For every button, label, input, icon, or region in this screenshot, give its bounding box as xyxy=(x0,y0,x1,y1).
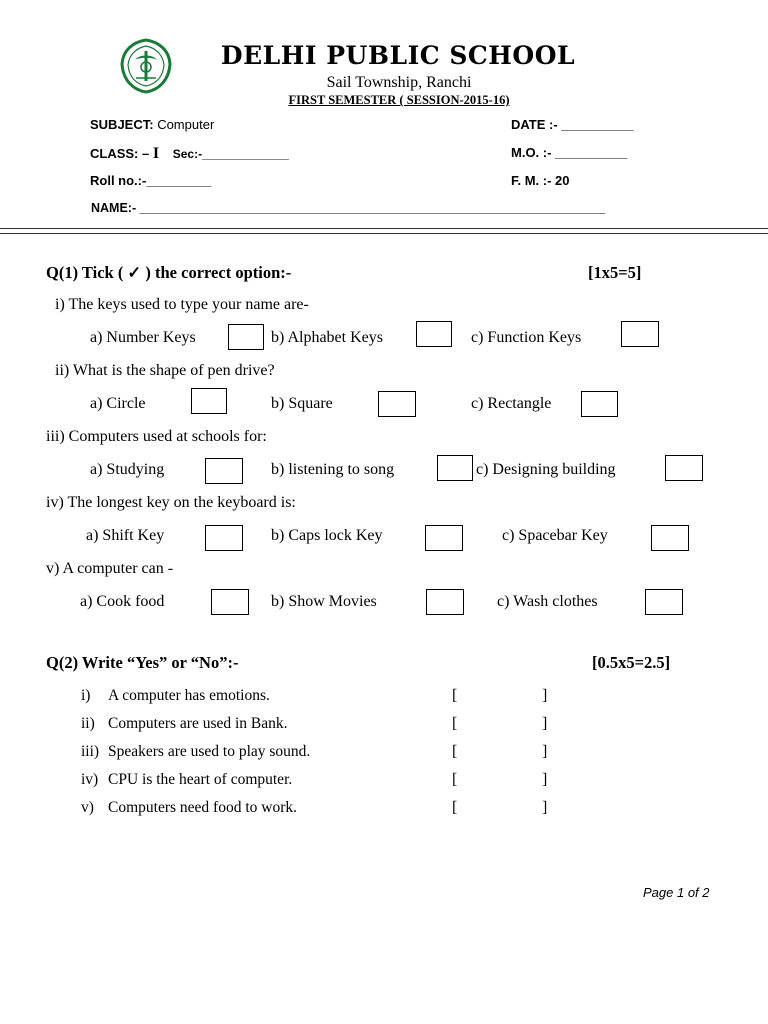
q2-item-5-bracket-close: ] xyxy=(542,799,548,816)
q2-item-3-bracket-close: ] xyxy=(542,743,548,760)
session-title: FIRST SEMESTER ( SESSION-2015-16) xyxy=(288,93,510,107)
class-label: CLASS: – xyxy=(90,146,150,161)
full-marks: F. M. :- 20 xyxy=(511,173,570,188)
q2-item-2-bracket-open: [ xyxy=(452,715,458,732)
class-value: I xyxy=(152,145,160,162)
q2-item-1-answer-space[interactable] xyxy=(462,684,540,706)
class-field xyxy=(90,145,289,163)
q2-item-2-answer-space[interactable] xyxy=(462,712,540,734)
q1-item-5-checkbox-a[interactable] xyxy=(211,589,249,615)
q2-marks: [0.5x5=2.5] xyxy=(592,653,671,672)
q1-item-3-option-a: a) Studying xyxy=(90,461,165,478)
q2-item-5-bracket-open: [ xyxy=(452,799,458,816)
header-divider-bottom xyxy=(0,233,768,234)
school-location: Sail Township, Ranchi xyxy=(326,74,472,91)
q2-item-3-text: Speakers are used to play sound. xyxy=(108,743,311,760)
q2-item-3-answer-space[interactable] xyxy=(462,740,540,762)
q1-item-5-option-a: a) Cook food xyxy=(80,593,165,610)
subject-field xyxy=(90,117,214,132)
q1-item-4-checkbox-c[interactable] xyxy=(651,525,689,551)
q2-item-4-answer-space[interactable] xyxy=(462,768,540,790)
q1-item-2-option-c: c) Rectangle xyxy=(471,395,552,412)
q2-item-2-bracket-close: ] xyxy=(542,715,548,732)
q1-item-5-checkbox-b[interactable] xyxy=(426,589,464,615)
q1-item-3-question: iii) Computers used at schools for: xyxy=(46,428,267,445)
q1-item-1-checkbox-b[interactable] xyxy=(416,321,452,347)
header-divider-top xyxy=(0,228,768,229)
q1-item-4-question: iv) The longest key on the keyboard is: xyxy=(46,494,296,511)
q1-item-3-checkbox-b[interactable] xyxy=(437,455,473,481)
q2-item-1-text: A computer has emotions. xyxy=(108,687,270,704)
q1-item-1-question: i) The keys used to type your name are- xyxy=(55,296,309,313)
q1-item-5-checkbox-c[interactable] xyxy=(645,589,683,615)
subject-label: SUBJECT: xyxy=(90,117,154,132)
q1-item-2-option-a: a) Circle xyxy=(90,395,146,412)
name-field[interactable]: NAME:- ___________________________________________________________________ xyxy=(91,201,606,215)
q1-item-4-checkbox-b[interactable] xyxy=(425,525,463,551)
q2-item-5-number: v) xyxy=(81,799,94,816)
q1-item-2-checkbox-b[interactable] xyxy=(378,391,416,417)
q1-item-2-checkbox-c[interactable] xyxy=(581,391,618,417)
q1-item-2-question: ii) What is the shape of pen drive? xyxy=(55,362,275,379)
q2-item-5-text: Computers need food to work. xyxy=(108,799,297,816)
q2-item-4-text: CPU is the heart of computer. xyxy=(108,771,293,788)
q1-item-1-checkbox-c[interactable] xyxy=(621,321,659,347)
date-field[interactable]: DATE :- __________ xyxy=(511,117,634,132)
q1-item-4-checkbox-a[interactable] xyxy=(205,525,243,551)
q1-item-1-checkbox-a[interactable] xyxy=(228,324,264,350)
school-name: DELHI PUBLIC SCHOOL xyxy=(220,41,576,70)
q1-item-1-option-a: a) Number Keys xyxy=(90,329,196,346)
page-number: Page 1 of 2 xyxy=(643,885,710,900)
q1-item-3-option-b: b) listening to song xyxy=(271,461,395,478)
q1-item-2-checkbox-a[interactable] xyxy=(191,388,227,414)
q1-item-4-option-a: a) Shift Key xyxy=(86,527,165,544)
section-field[interactable]: Sec:-_____________ xyxy=(172,147,289,161)
q1-title: Q(1) Tick ( ✓ ) the correct option:- xyxy=(46,263,292,282)
q2-item-5-answer-space[interactable] xyxy=(462,796,540,818)
q1-item-3-checkbox-a[interactable] xyxy=(205,458,243,484)
q1-item-1-option-c: c) Function Keys xyxy=(471,329,582,346)
q1-marks: [1x5=5] xyxy=(588,263,642,282)
roll-number-field[interactable]: Roll no.:-_________ xyxy=(90,173,212,188)
q1-item-1-option-b: b) Alphabet Keys xyxy=(271,329,383,346)
mo-field[interactable]: M.O. :- __________ xyxy=(511,145,628,160)
q2-item-4-bracket-close: ] xyxy=(542,771,548,788)
q2-item-1-number: i) xyxy=(81,687,91,704)
q1-item-4-option-b: b) Caps lock Key xyxy=(271,527,383,544)
q1-item-4-option-c: c) Spacebar Key xyxy=(502,527,608,544)
q2-item-2-number: ii) xyxy=(81,715,95,732)
q2-item-2-text: Computers are used in Bank. xyxy=(108,715,288,732)
q2-item-4-number: iv) xyxy=(81,771,99,788)
q2-item-3-bracket-open: [ xyxy=(452,743,458,760)
q1-item-5-option-c: c) Wash clothes xyxy=(497,593,598,610)
q1-item-2-option-b: b) Square xyxy=(271,395,333,412)
q1-item-5-question: v) A computer can - xyxy=(46,560,174,577)
q2-item-1-bracket-open: [ xyxy=(452,687,458,704)
subject-value: Computer xyxy=(153,117,215,132)
q1-item-3-option-c: c) Designing building xyxy=(476,461,616,478)
q2-item-3-number: iii) xyxy=(81,743,100,760)
q1-item-3-checkbox-c[interactable] xyxy=(665,455,703,481)
q2-item-1-bracket-close: ] xyxy=(542,687,548,704)
q2-item-4-bracket-open: [ xyxy=(452,771,458,788)
q1-item-5-option-b: b) Show Movies xyxy=(271,593,377,610)
q2-title: Q(2) Write “Yes” or “No”:- xyxy=(46,653,239,672)
